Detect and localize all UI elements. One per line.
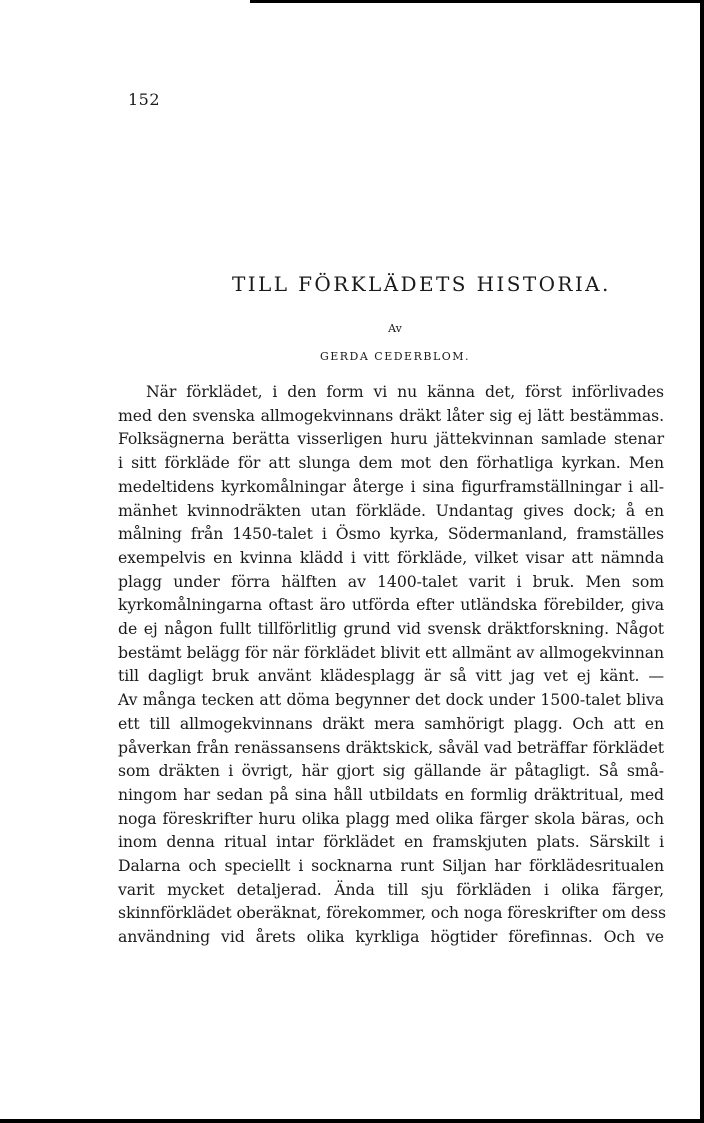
text-line: noga föreskrifter huru olika plagg med olika färger skola bäras, och [118,808,664,828]
scan-edge-top [250,0,704,3]
text-line: till dagligt bruk använt klädesplagg är så vitt jag vet ej känt. — [118,666,664,686]
text-line: kyrkomålningarna oftast äro utförda efter utländska förebilder, giva [118,595,664,615]
text-line: exempelvis en kvinna klädd i vitt förkläde, vilket visar att nämnda [118,547,664,567]
text-line: med den svenska allmogekvinnans dräkt låter sig ej lätt bestämmas. [118,405,664,425]
text-line: varit mycket detaljerad. Ända till sju förkläden i olika färger, [118,879,664,899]
text-line: målning från 1450-talet i Ösmo kyrka, Södermanland, framställes [118,524,664,544]
text-line: påverkan från renässansens dräktskick, såväl vad beträffar förklädet [118,737,664,757]
text-line: plagg under förra hälften av 1400-talet varit i bruk. Men som [118,571,664,591]
text-line: mänhet kvinnodräkten utan förkläde. Undantag gives dock; å en [118,500,664,520]
text-line: ett till allmogekvinnans dräkt mera samhörigt plagg. Och att en [118,713,664,733]
article-title: TILL FÖRKLÄDETS HISTORIA. [232,272,611,296]
text-line: Folksägnerna berätta visserligen huru jättekvinnan samlade stenar [118,429,664,449]
text-line: i sitt förkläde för att slunga dem mot den förhatliga kyrkan. Men [118,453,664,473]
author-name: GERDA CEDERBLOM. [319,350,471,363]
text-line: som dräkten i övrigt, här gjort sig gällande är påtagligt. Så små- [118,761,664,781]
text-line: När förklädet, i den form vi nu känna det, först införlivades [146,382,664,401]
text-line: bestämt belägg för när förklädet blivit ett allmänt av allmogekvinnan [118,642,664,662]
text-line: skinnförklädet oberäknat, förekommer, och noga föreskrifter om dess [118,903,666,923]
body-text [118,380,664,949]
text-line: Av många tecken att döma begynner det dock under 1500-talet bliva [118,690,664,710]
text-line: de ej någon fullt tillförlitlig grund vid svensk dräktforskning. Något [118,619,664,639]
text-line: inom denna ritual intar förklädet en framskjuten plats. Särskilt i [118,832,664,852]
text-line: Dalarna och speciellt i socknarna runt Siljan har förklädesritualen [118,856,664,876]
text-line: medeltidens kyrkomålningar återge i sina figurframställningar i all- [118,476,664,496]
text-line: användning vid årets olika kyrkliga högtider förefinnas. Och ve [118,927,664,947]
scan-edge-bottom [0,1119,704,1123]
page-number: 152 [128,90,161,109]
text-line: ningom har sedan på sina håll utbildats en formlig dräktritual, med [118,784,664,804]
byline-by: Av [388,322,402,335]
scan-edge-right [700,0,704,1123]
